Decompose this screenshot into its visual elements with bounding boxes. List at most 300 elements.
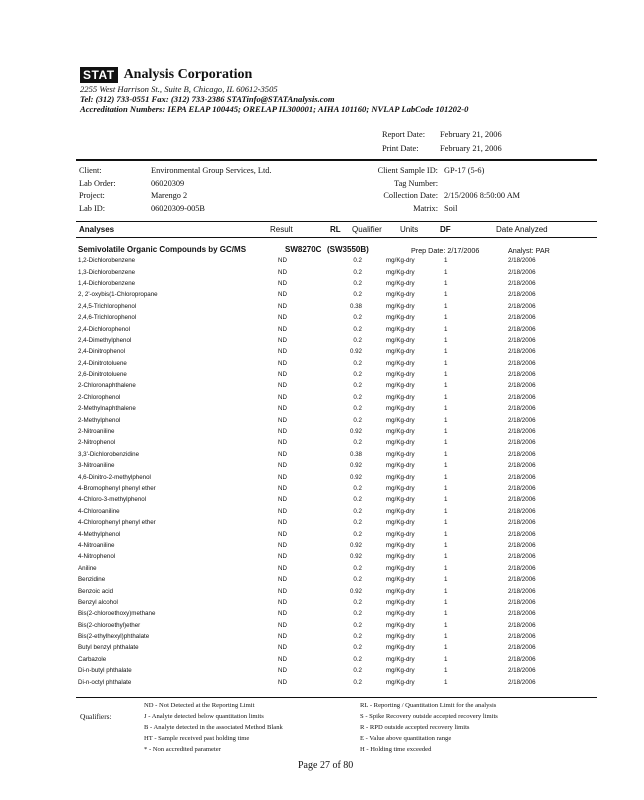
analyte-name: Benzoic acid [78, 587, 114, 595]
qualifier-note: B - Analyte detected in the associated Method Blank [144, 724, 283, 731]
analyte-name: 2-Nitroaniline [78, 428, 115, 436]
result-value: ND [278, 576, 287, 584]
result-value: ND [278, 348, 287, 356]
units-value: mg/Kg-dry [386, 257, 415, 265]
qualifiers-label: Qualifiers: [80, 712, 112, 721]
df-value: 1 [444, 576, 448, 584]
qualifier-note: S - Spike Recovery outside accepted recovery limits [360, 713, 498, 720]
units-value: mg/Kg-dry [386, 462, 415, 470]
df-value: 1 [444, 667, 448, 675]
print-date-label: Print Date: [382, 144, 419, 153]
date-analyzed-value: 2/18/2006 [508, 553, 536, 561]
result-value: ND [278, 667, 287, 675]
col-units: Units [400, 225, 419, 234]
matrix-value: Soil [444, 203, 458, 213]
qualifier-value [362, 358, 386, 369]
df-value: 1 [444, 348, 448, 356]
qualifier-note: H - Holding time exceeded [360, 746, 432, 753]
rl-value: 0.92 [349, 348, 362, 356]
col-analyses: Analyses [79, 225, 115, 234]
analyte-name: 4-Methylphenol [78, 530, 121, 538]
result-value: ND [278, 553, 287, 561]
qualifier-value [362, 642, 386, 653]
date-analyzed-value: 2/18/2006 [508, 291, 536, 299]
date-analyzed-value: 2/18/2006 [508, 279, 536, 287]
units-value: mg/Kg-dry [386, 348, 415, 356]
units-value: mg/Kg-dry [386, 541, 415, 549]
rl-value: 0.38 [349, 302, 362, 310]
table-row [78, 563, 568, 574]
table-row [78, 278, 568, 289]
df-value: 1 [444, 257, 448, 265]
rl-value: 0.2 [353, 507, 362, 515]
df-value: 1 [444, 553, 448, 561]
result-value: ND [278, 485, 287, 492]
qualifier-value [362, 574, 386, 585]
units-value: mg/Kg-dry [386, 564, 415, 572]
df-value: 1 [444, 541, 448, 549]
analyte-name: 2, 2'-oxybis(1-Chloropropane [78, 291, 158, 299]
qualifier-value [362, 620, 386, 631]
result-value: ND [278, 541, 287, 549]
date-analyzed-value: 2/18/2006 [508, 371, 536, 379]
qualifier-value [362, 312, 386, 323]
date-analyzed-value: 2/18/2006 [508, 314, 536, 322]
rl-value: 0.2 [353, 382, 362, 390]
units-value: mg/Kg-dry [386, 530, 415, 538]
rl-value: 0.2 [353, 439, 362, 447]
table-row [78, 654, 568, 665]
result-value: ND [278, 473, 287, 481]
lab-id-label: Lab ID: [79, 203, 106, 213]
col-df: DF [440, 225, 451, 234]
df-value: 1 [444, 371, 448, 379]
date-analyzed-value: 2/18/2006 [508, 610, 536, 618]
rl-value: 0.2 [353, 393, 362, 401]
qualifier-value [362, 437, 386, 448]
units-value: mg/Kg-dry [386, 485, 415, 492]
units-value: mg/Kg-dry [386, 439, 415, 447]
result-value: ND [278, 655, 287, 663]
qualifier-value [362, 597, 386, 608]
units-value: mg/Kg-dry [386, 371, 415, 379]
analyte-name: 2,6-Dinitrotoluene [78, 371, 127, 379]
result-value: ND [278, 291, 287, 299]
qualifier-value [362, 403, 386, 414]
qualifier-value [362, 380, 386, 391]
qualifier-value [362, 460, 386, 471]
units-value: mg/Kg-dry [386, 359, 415, 367]
project-value: Marengo 2 [151, 191, 188, 200]
sample-info [350, 165, 520, 215]
table-row [78, 471, 568, 482]
date-analyzed-value: 2/18/2006 [508, 519, 536, 527]
result-value: ND [278, 678, 287, 686]
info-divider [76, 221, 597, 222]
rl-value: 0.2 [353, 530, 362, 538]
qualifiers-right [360, 700, 498, 755]
df-value: 1 [444, 405, 448, 413]
df-value: 1 [444, 336, 448, 344]
result-value: ND [278, 405, 287, 413]
result-value: ND [278, 371, 287, 379]
table-row [78, 631, 568, 642]
print-date-value: February 21, 2006 [440, 144, 502, 153]
report-date-label: Report Date: [382, 130, 426, 139]
rl-value: 0.2 [353, 257, 362, 265]
result-value: ND [278, 302, 287, 310]
rl-value: 0.2 [353, 279, 362, 287]
result-value: ND [278, 325, 287, 333]
analyte-name: 4-Bromophenyl phenyl ether [78, 485, 156, 492]
analyte-name: 3-Nitroaniline [78, 462, 115, 470]
accreditation-numbers: Accreditation Numbers: IEPA ELAP 100445; ORELAP IL300001; AIHA 101160; NVLAP LabCode 101202-0 [80, 104, 469, 114]
company-name: Analysis Corporation [123, 67, 253, 83]
date-analyzed-value: 2/18/2006 [508, 302, 536, 310]
analyte-name: Carbazole [78, 655, 107, 663]
qualifier-value [362, 608, 386, 619]
result-value: ND [278, 519, 287, 527]
analyte-name: Di-n-butyl phthalate [78, 667, 132, 675]
df-value: 1 [444, 621, 448, 629]
sample-id-label: Client Sample ID: [377, 166, 438, 175]
units-value: mg/Kg-dry [386, 633, 415, 641]
df-value: 1 [444, 473, 448, 481]
date-analyzed-value: 2/18/2006 [508, 541, 536, 549]
qualifier-value [362, 266, 386, 277]
date-analyzed-value: 2/18/2006 [508, 428, 536, 436]
df-value: 1 [444, 462, 448, 470]
analyte-name: 4-Chloro-3-methylphenol [78, 496, 147, 504]
result-value: ND [278, 279, 287, 287]
analyte-name: Di-n-octyl phthalate [78, 678, 132, 686]
table-row [78, 449, 568, 460]
qualifier-note: ND - Not Detected at the Reporting Limit [144, 702, 255, 709]
date-analyzed-value: 2/18/2006 [508, 382, 536, 390]
analyte-name: 2,4-Dinitrophenol [78, 348, 126, 356]
date-analyzed-value: 2/18/2006 [508, 496, 536, 504]
units-value: mg/Kg-dry [386, 473, 415, 481]
df-value: 1 [444, 302, 448, 310]
stat-logo: STAT [80, 67, 118, 83]
qualifier-note: HT - Sample received past holding time [144, 735, 250, 742]
date-analyzed-value: 2/18/2006 [508, 507, 536, 515]
results-table [78, 255, 568, 688]
qualifier-value [362, 289, 386, 300]
df-value: 1 [444, 291, 448, 299]
units-value: mg/Kg-dry [386, 678, 415, 686]
rl-value: 0.2 [353, 496, 362, 504]
qualifier-note: J - Analyte detected below quantitation limits [144, 713, 264, 720]
qualifier-value [362, 346, 386, 357]
date-analyzed-value: 2/18/2006 [508, 462, 536, 470]
units-value: mg/Kg-dry [386, 382, 415, 390]
units-value: mg/Kg-dry [386, 507, 415, 515]
analyte-name: Aniline [78, 564, 97, 572]
lab-id-value: 06020309-005B [151, 203, 205, 213]
df-value: 1 [444, 598, 448, 606]
table-row [78, 289, 568, 300]
result-value: ND [278, 336, 287, 344]
date-analyzed-value: 2/18/2006 [508, 621, 536, 629]
qualifier-value [362, 323, 386, 334]
df-value: 1 [444, 382, 448, 390]
date-analyzed-value: 2/18/2006 [508, 598, 536, 606]
table-row [78, 506, 568, 517]
qualifier-value [362, 563, 386, 574]
col-date-analyzed: Date Analyzed [496, 225, 548, 234]
units-value: mg/Kg-dry [386, 587, 415, 595]
analyte-name: 4-Nitroaniline [78, 541, 115, 549]
result-value: ND [278, 610, 287, 618]
qualifier-value [362, 369, 386, 380]
table-row [78, 608, 568, 619]
table-row [78, 676, 568, 687]
collection-date-label: Collection Date: [383, 191, 438, 200]
results-body [78, 255, 568, 688]
section-analyst: Analyst: PAR [508, 246, 550, 255]
units-value: mg/Kg-dry [386, 644, 415, 652]
table-row [78, 642, 568, 653]
df-value: 1 [444, 268, 448, 276]
table-row [78, 494, 568, 505]
units-value: mg/Kg-dry [386, 325, 415, 333]
rl-value: 0.2 [353, 336, 362, 344]
df-value: 1 [444, 655, 448, 663]
rl-value: 0.38 [349, 450, 362, 458]
qualifier-value [362, 551, 386, 562]
result-value: ND [278, 507, 287, 515]
table-row [78, 266, 568, 277]
qualifier-value [362, 471, 386, 482]
result-value: ND [278, 644, 287, 652]
qualifier-note: * - Non accredited parameter [144, 746, 221, 753]
page-number: Page 27 of 80 [298, 760, 354, 771]
df-value: 1 [444, 485, 448, 492]
analyte-name: 3,3'-Dichlorobenzidine [78, 450, 140, 458]
table-row [78, 358, 568, 369]
section-title: Semivolatile Organic Compounds by GC/MS [78, 245, 247, 254]
analyte-name: 2,4,5-Trichlorophenol [78, 302, 137, 310]
company-address: 2255 West Harrison St., Suite B, Chicago, IL 60612-3505 [80, 84, 278, 94]
units-value: mg/Kg-dry [386, 519, 415, 527]
section-prep-date: Prep Date: 2/17/2006 [411, 246, 480, 255]
qualifier-note: R - RPD outside accepted recovery limits [360, 724, 470, 731]
collection-date-value: 2/15/2006 8:50:00 AM [444, 191, 521, 200]
rl-value: 0.2 [353, 678, 362, 686]
table-row [78, 460, 568, 471]
units-value: mg/Kg-dry [386, 336, 415, 344]
rl-value: 0.2 [353, 325, 362, 333]
date-analyzed-value: 2/18/2006 [508, 393, 536, 401]
result-value: ND [278, 428, 287, 436]
rl-value: 0.2 [353, 359, 362, 367]
units-value: mg/Kg-dry [386, 291, 415, 299]
rl-value: 0.2 [353, 268, 362, 276]
letterhead [80, 66, 468, 114]
rl-value: 0.2 [353, 405, 362, 413]
units-value: mg/Kg-dry [386, 553, 415, 561]
rl-value: 0.2 [353, 655, 362, 663]
footer-divider [76, 697, 597, 698]
rl-value: 0.2 [353, 416, 362, 424]
qualifier-value [362, 665, 386, 676]
rl-value: 0.92 [349, 587, 362, 595]
table-row [78, 540, 568, 551]
lab-order-value: 06020309 [151, 178, 185, 188]
result-value: ND [278, 530, 287, 538]
df-value: 1 [444, 530, 448, 538]
result-value: ND [278, 621, 287, 629]
result-value: ND [278, 416, 287, 424]
table-row [78, 414, 568, 425]
units-value: mg/Kg-dry [386, 279, 415, 287]
analyte-name: 2-Nitrophenol [78, 439, 116, 447]
analyte-name: 1,4-Dichlorobenzene [78, 279, 136, 287]
df-value: 1 [444, 439, 448, 447]
result-value: ND [278, 564, 287, 572]
qualifier-value [362, 335, 386, 346]
units-value: mg/Kg-dry [386, 428, 415, 436]
analyte-name: Butyl benzyl phthalate [78, 644, 139, 652]
analyte-name: 2,4-Dinitrotoluene [78, 359, 127, 367]
result-value: ND [278, 496, 287, 504]
date-analyzed-value: 2/18/2006 [508, 450, 536, 458]
df-value: 1 [444, 633, 448, 641]
section-prep-method: (SW3550B) [327, 245, 369, 254]
table-row [78, 665, 568, 676]
table-row [78, 369, 568, 380]
df-value: 1 [444, 314, 448, 322]
units-value: mg/Kg-dry [386, 450, 415, 458]
date-analyzed-value: 2/18/2006 [508, 439, 536, 447]
analyte-name: 4-Chloroaniline [78, 507, 120, 515]
analyte-name: 2-Methylnaphthalene [78, 405, 136, 413]
analyte-name: 1,3-Dichlorobenzene [78, 268, 136, 276]
table-row [78, 597, 568, 608]
units-value: mg/Kg-dry [386, 598, 415, 606]
table-row [78, 528, 568, 539]
analyte-name: 2,4-Dichlorophenol [78, 325, 130, 333]
table-row [78, 380, 568, 391]
date-analyzed-value: 2/18/2006 [508, 325, 536, 333]
table-row [78, 403, 568, 414]
result-value: ND [278, 633, 287, 641]
matrix-label: Matrix: [413, 203, 438, 213]
units-value: mg/Kg-dry [386, 610, 415, 618]
rl-value: 0.92 [349, 428, 362, 436]
result-value: ND [278, 268, 287, 276]
table-row [78, 392, 568, 403]
df-value: 1 [444, 507, 448, 515]
df-value: 1 [444, 450, 448, 458]
analyte-name: 2,4-Dimethylphenol [78, 336, 132, 344]
table-row [78, 312, 568, 323]
df-value: 1 [444, 279, 448, 287]
rl-value: 0.2 [353, 610, 362, 618]
qualifier-value [362, 392, 386, 403]
qualifier-value [362, 654, 386, 665]
analyte-name: 4-Chlorophenyl phenyl ether [78, 519, 156, 527]
qualifier-note: RL - Reporting / Quantitation Limit for the analysis [360, 702, 497, 709]
date-analyzed-value: 2/18/2006 [508, 564, 536, 572]
df-value: 1 [444, 325, 448, 333]
units-value: mg/Kg-dry [386, 667, 415, 675]
table-row [78, 620, 568, 631]
date-analyzed-value: 2/18/2006 [508, 416, 536, 424]
analyte-name: Bis(2-chloroethoxy)methane [78, 610, 156, 618]
qualifier-value [362, 449, 386, 460]
date-analyzed-value: 2/18/2006 [508, 576, 536, 584]
rl-value: 0.92 [349, 473, 362, 481]
date-analyzed-value: 2/18/2006 [508, 473, 536, 481]
qualifiers-left [144, 700, 283, 755]
qualifier-value [362, 517, 386, 528]
result-value: ND [278, 382, 287, 390]
table-row [78, 574, 568, 585]
qualifier-value [362, 585, 386, 596]
df-value: 1 [444, 587, 448, 595]
units-value: mg/Kg-dry [386, 314, 415, 322]
qualifier-value [362, 631, 386, 642]
df-value: 1 [444, 428, 448, 436]
date-analyzed-value: 2/18/2006 [508, 336, 536, 344]
units-value: mg/Kg-dry [386, 302, 415, 310]
analyte-name: 1,2-Dichlorobenzene [78, 257, 136, 265]
result-value: ND [278, 314, 287, 322]
client-value: Environmental Group Services, Ltd. [151, 166, 272, 175]
units-value: mg/Kg-dry [386, 416, 415, 424]
units-value: mg/Kg-dry [386, 621, 415, 629]
rl-value: 0.2 [353, 291, 362, 299]
table-row [78, 255, 568, 266]
df-value: 1 [444, 393, 448, 401]
analyte-name: Benzidine [78, 576, 106, 584]
result-value: ND [278, 359, 287, 367]
client-info [79, 165, 272, 215]
table-row [78, 483, 568, 494]
qualifier-value [362, 494, 386, 505]
units-value: mg/Kg-dry [386, 655, 415, 663]
date-analyzed-value: 2/18/2006 [508, 257, 536, 265]
header-divider [76, 159, 597, 161]
rl-value: 0.2 [353, 519, 362, 527]
units-value: mg/Kg-dry [386, 268, 415, 276]
report-dates [382, 128, 502, 156]
result-value: ND [278, 598, 287, 606]
units-value: mg/Kg-dry [386, 496, 415, 504]
result-value: ND [278, 587, 287, 595]
date-analyzed-value: 2/18/2006 [508, 587, 536, 595]
date-analyzed-value: 2/18/2006 [508, 405, 536, 413]
date-analyzed-value: 2/18/2006 [508, 667, 536, 675]
client-label: Client: [79, 166, 102, 175]
df-value: 1 [444, 496, 448, 504]
rl-value: 0.92 [349, 553, 362, 561]
table-row [78, 585, 568, 596]
result-value: ND [278, 393, 287, 401]
analyte-name: Bis(2-chloroethyl)ether [78, 621, 141, 629]
date-analyzed-value: 2/18/2006 [508, 348, 536, 356]
column-divider [76, 237, 597, 238]
rl-value: 0.2 [353, 633, 362, 641]
project-label: Project: [79, 191, 105, 200]
analyte-name: 4-Nitrophenol [78, 553, 116, 561]
qualifier-value [362, 540, 386, 551]
qualifier-value [362, 676, 386, 687]
report-date-value: February 21, 2006 [440, 130, 502, 139]
rl-value: 0.92 [349, 541, 362, 549]
